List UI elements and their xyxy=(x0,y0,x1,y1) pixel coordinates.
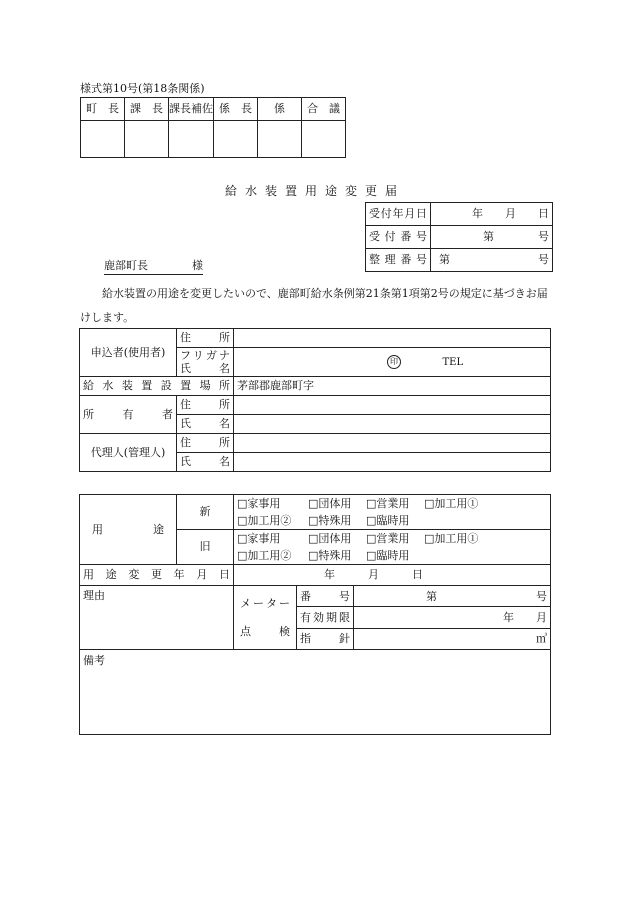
usage-old-options xyxy=(234,530,551,565)
approval-stamp-cell[interactable] xyxy=(258,121,302,158)
approval-header-staff: 係 xyxy=(258,98,302,121)
approval-header-section-chief: 課 長 xyxy=(125,98,169,121)
agent-name-label: 氏 名 xyxy=(177,453,234,472)
usage-new-label: 新 xyxy=(177,495,234,530)
usage-old-label: 旧 xyxy=(177,530,234,565)
usage-old-household-checkbox[interactable]: □家事用 xyxy=(237,532,281,545)
reference-number-value[interactable]: 第 号 xyxy=(431,249,553,272)
change-date-field[interactable]: 年 月 日 xyxy=(234,565,551,586)
usage-old-processing1-checkbox[interactable]: □加工用① xyxy=(424,532,479,545)
meter-reading-label: 指 針 xyxy=(297,628,354,649)
location-label: 給水装置設置場所 xyxy=(80,377,234,396)
usage-table xyxy=(79,494,551,735)
usage-new-processing2-checkbox[interactable]: □加工用② xyxy=(237,514,292,527)
meter-reading-field[interactable]: ㎥ xyxy=(354,628,551,649)
usage-new-processing1-checkbox[interactable]: □加工用① xyxy=(424,497,479,510)
seal-mark: 印 xyxy=(387,355,401,369)
reception-table xyxy=(365,202,553,272)
applicant-name-field[interactable] xyxy=(234,348,551,377)
meter-number-field[interactable]: 第 号 xyxy=(354,586,551,607)
meter-expiry-label: 有効期限 xyxy=(297,607,354,628)
reception-number-value[interactable]: 第 号 xyxy=(431,226,553,249)
approval-header-mayor: 町 長 xyxy=(81,98,125,121)
reception-date-value[interactable]: 年 月 日 xyxy=(431,203,553,226)
applicant-name-label: 氏 名 xyxy=(180,362,230,375)
usage-old-business-checkbox[interactable]: □営業用 xyxy=(366,532,410,545)
form-number-label: 様式第10号(第18条関係) xyxy=(80,82,205,95)
approval-header-consultation: 合 議 xyxy=(302,98,346,121)
owner-label: 所有者 xyxy=(80,396,177,434)
meter-label: メーター点検 xyxy=(240,596,290,638)
usage-old-row1 xyxy=(237,530,547,547)
usage-new-temporary-checkbox[interactable]: □臨時用 xyxy=(366,514,410,527)
approval-stamp-table xyxy=(80,97,346,158)
addressee: 鹿部町長 様 xyxy=(104,257,203,275)
reference-number-label: 整理番号 xyxy=(366,249,431,272)
approval-stamp-cell[interactable] xyxy=(81,121,125,158)
usage-old-row2 xyxy=(237,547,547,564)
furigana-label: フリガナ xyxy=(180,348,230,362)
usage-old-processing2-checkbox[interactable]: □加工用② xyxy=(237,549,292,562)
reason-field[interactable] xyxy=(80,586,234,650)
applicant-address-label: 住 所 xyxy=(177,329,234,348)
approval-header-subsection-chief: 係 長 xyxy=(214,98,258,121)
applicant-name-label-cell xyxy=(177,348,234,377)
tel-label: TEL xyxy=(442,357,464,368)
agent-label: 代理人(管理人) xyxy=(80,434,177,472)
agent-name-field[interactable] xyxy=(234,453,551,472)
usage-old-temporary-checkbox[interactable]: □臨時用 xyxy=(366,549,410,562)
applicant-address-field[interactable] xyxy=(234,329,551,348)
approval-stamp-cell[interactable] xyxy=(302,121,346,158)
meter-expiry-field[interactable]: 年 月 xyxy=(354,607,551,628)
owner-address-label: 住 所 xyxy=(177,396,234,415)
agent-address-field[interactable] xyxy=(234,434,551,453)
approval-stamp-cell[interactable] xyxy=(125,121,169,158)
owner-address-field[interactable] xyxy=(234,396,551,415)
agent-address-label: 住 所 xyxy=(177,434,234,453)
meter-inspection-label xyxy=(234,586,297,650)
usage-new-special-checkbox[interactable]: □特殊用 xyxy=(308,514,352,527)
location-field[interactable]: 茅部郡鹿部町字 xyxy=(234,377,551,396)
reception-number-label: 受付番号 xyxy=(366,226,431,249)
approval-stamp-cell[interactable] xyxy=(169,121,214,158)
reason-label: 理由 xyxy=(83,589,105,602)
remarks-label: 備考 xyxy=(83,654,105,667)
reception-date-label: 受付年月日 xyxy=(366,203,431,226)
body-text: 給水装置の用途を変更したいので、鹿部町給水条例第21条第1項第2号の規定に基づきお届けします。 xyxy=(80,287,548,324)
usage-new-options xyxy=(234,495,551,530)
usage-new-business-checkbox[interactable]: □営業用 xyxy=(366,497,410,510)
meter-number-label: 番 号 xyxy=(297,586,354,607)
change-date-label: 用途変更年月日 xyxy=(80,565,234,586)
approval-header-deputy-chief: 課長補佐 xyxy=(169,98,214,121)
applicant-table xyxy=(79,328,551,472)
remarks-field[interactable] xyxy=(80,650,551,735)
document-title: 給水装置用途変更届 xyxy=(224,184,405,198)
usage-new-row1 xyxy=(237,495,547,512)
approval-stamp-cell[interactable] xyxy=(214,121,258,158)
usage-new-row2 xyxy=(237,512,547,529)
usage-label: 用途 xyxy=(80,495,177,565)
usage-new-household-checkbox[interactable]: □家事用 xyxy=(237,497,281,510)
owner-name-field[interactable] xyxy=(234,415,551,434)
applicant-label: 申込者(使用者) xyxy=(80,329,177,377)
usage-old-special-checkbox[interactable]: □特殊用 xyxy=(308,549,352,562)
owner-name-label: 氏 名 xyxy=(177,415,234,434)
usage-old-group-checkbox[interactable]: □団体用 xyxy=(308,532,352,545)
usage-new-group-checkbox[interactable]: □団体用 xyxy=(308,497,352,510)
